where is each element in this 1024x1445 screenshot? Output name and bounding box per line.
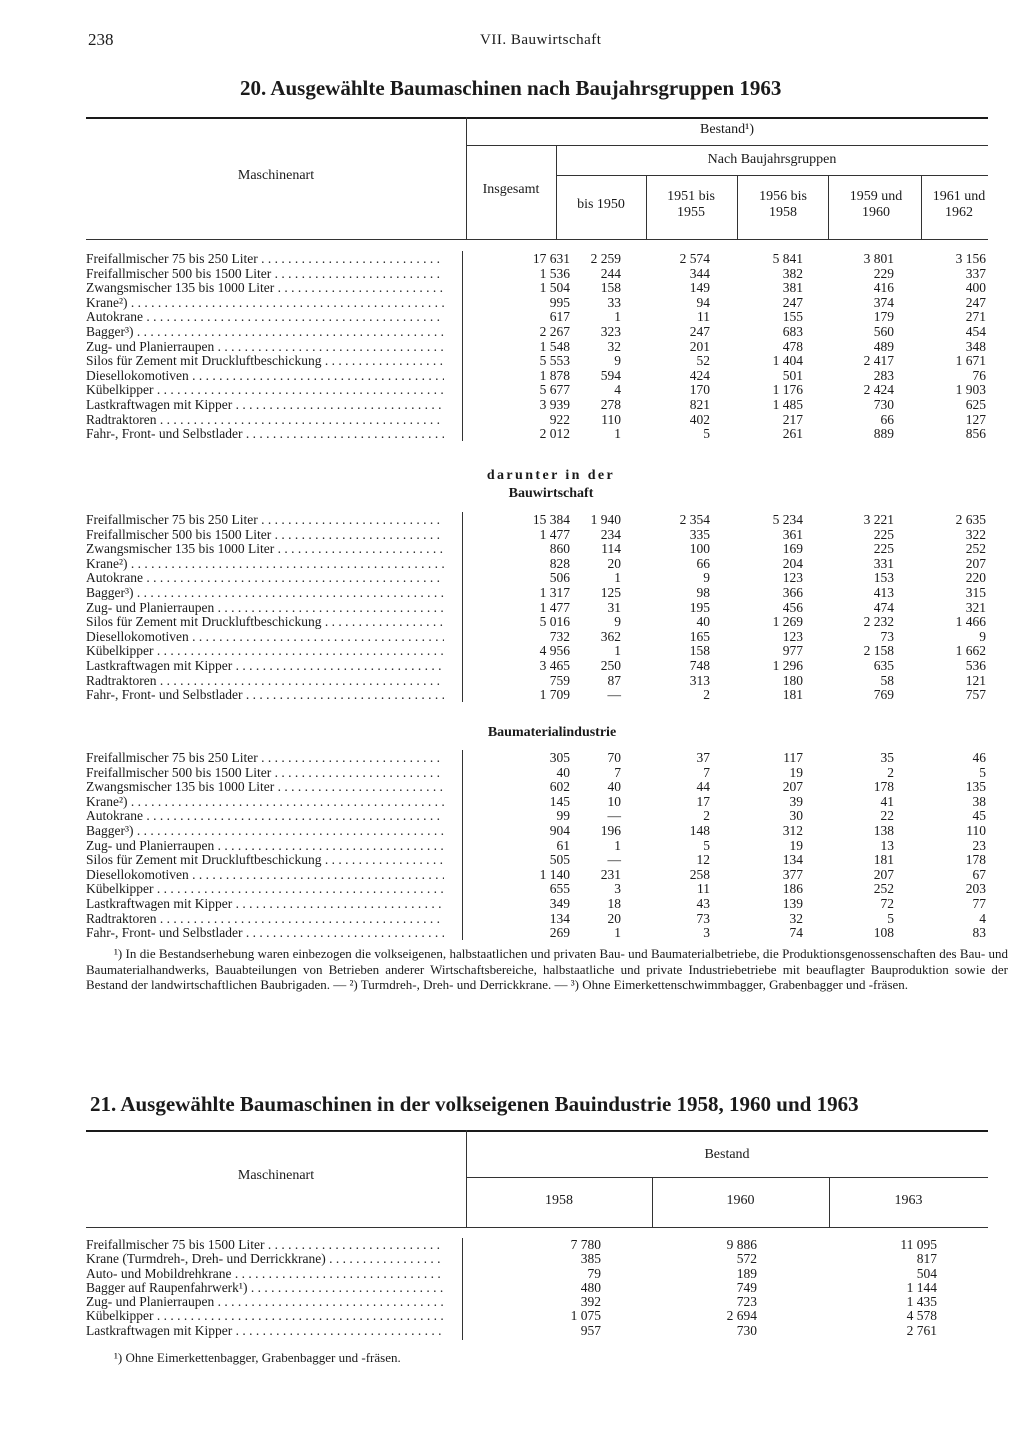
table-20-col-bestand: Bestand¹) bbox=[700, 122, 754, 137]
table-20-col-nach-baujahrsgruppen: Nach Baujahrsgruppen bbox=[707, 152, 837, 167]
section-2-bar bbox=[462, 512, 463, 702]
table-21-top-rule bbox=[86, 1130, 988, 1132]
table-20-footnote: ¹) In die Bestandserhebung waren einbezogen die volkseigenen, halbstaatlichen und privaten Bau- und Baumaterialbetriebe, die Produktionsgenossenschaften des Bau- und Baumaterialhandwerks, Bauabteilungen von Betrieben anderer Wirtschaftsbereiche, halbstaatliche und private Industriebetriebe mit beauflagter Bauproduktion sowie der Bestand der landwirtschaftlichen Baubrigaden. — ²) Turmdreh-, Dreh- und Derrickkrane. — ³) Ohne Eimerkettenschwimmbagger, Grabenbagger und -fräsen. bbox=[86, 946, 1008, 992]
table-21-col-1958: 1958 bbox=[545, 1193, 573, 1208]
table-20-col-maschinenart: Maschinenart bbox=[237, 168, 315, 183]
table-20-header-rule bbox=[86, 239, 988, 240]
table-20-col-group-1: bis 1950 bbox=[577, 197, 625, 212]
table-20-col-group-3: 1956 bis 1958 bbox=[759, 189, 807, 220]
table-20-divider-3 bbox=[737, 175, 738, 239]
table-20-divider-5 bbox=[921, 175, 922, 239]
section-2-heading-line-1: darunter in der bbox=[486, 468, 616, 483]
section-2-heading bbox=[466, 467, 636, 503]
table-21-col-1960: 1960 bbox=[726, 1193, 755, 1208]
table-20-divider-4 bbox=[828, 175, 829, 239]
table-21-col-1963: 1963 bbox=[894, 1193, 923, 1208]
table-20-divider-2 bbox=[646, 175, 647, 239]
table-20-top-rule bbox=[86, 117, 988, 119]
table-20-col-insgesamt: Insgesamt bbox=[482, 182, 540, 197]
section-3-heading: Baumaterialindustrie bbox=[487, 725, 617, 740]
table-21-bestand-rule bbox=[466, 1177, 988, 1178]
table-20-col-group-4: 1959 und 1960 bbox=[849, 189, 903, 220]
table-21-col-bestand: Bestand bbox=[704, 1147, 750, 1162]
table-21-divider-main bbox=[466, 1130, 467, 1227]
table-20-col-group-5: 1961 und 1962 bbox=[932, 189, 986, 220]
table-21-title: 21. Ausgewählte Baumaschinen in der volkseigenen Bauindustrie 1958, 1960 und 1963 bbox=[90, 1092, 859, 1116]
table-21-footnote: ¹) Ohne Eimerkettenbagger, Grabenbagger und -fräsen. bbox=[114, 1350, 401, 1365]
table-20-bestand-rule bbox=[466, 145, 988, 146]
table-21-header-rule bbox=[86, 1227, 988, 1228]
table-20-groups-rule bbox=[556, 175, 988, 176]
section-1-bar bbox=[462, 251, 463, 441]
section-3-bar bbox=[462, 750, 463, 940]
table-20-col-group-2: 1951 bis 1955 bbox=[667, 189, 715, 220]
table-20-title: 20. Ausgewählte Baumaschinen nach Baujahrsgruppen 1963 bbox=[240, 76, 782, 100]
section-2-heading-line-2: Bauwirtschaft bbox=[508, 486, 594, 501]
table-21-col-maschinenart: Maschinenart bbox=[237, 1168, 315, 1183]
running-head: VII. Bauwirtschaft bbox=[480, 32, 602, 48]
table-21-bar bbox=[462, 1238, 463, 1340]
page-number: 238 bbox=[88, 30, 114, 49]
